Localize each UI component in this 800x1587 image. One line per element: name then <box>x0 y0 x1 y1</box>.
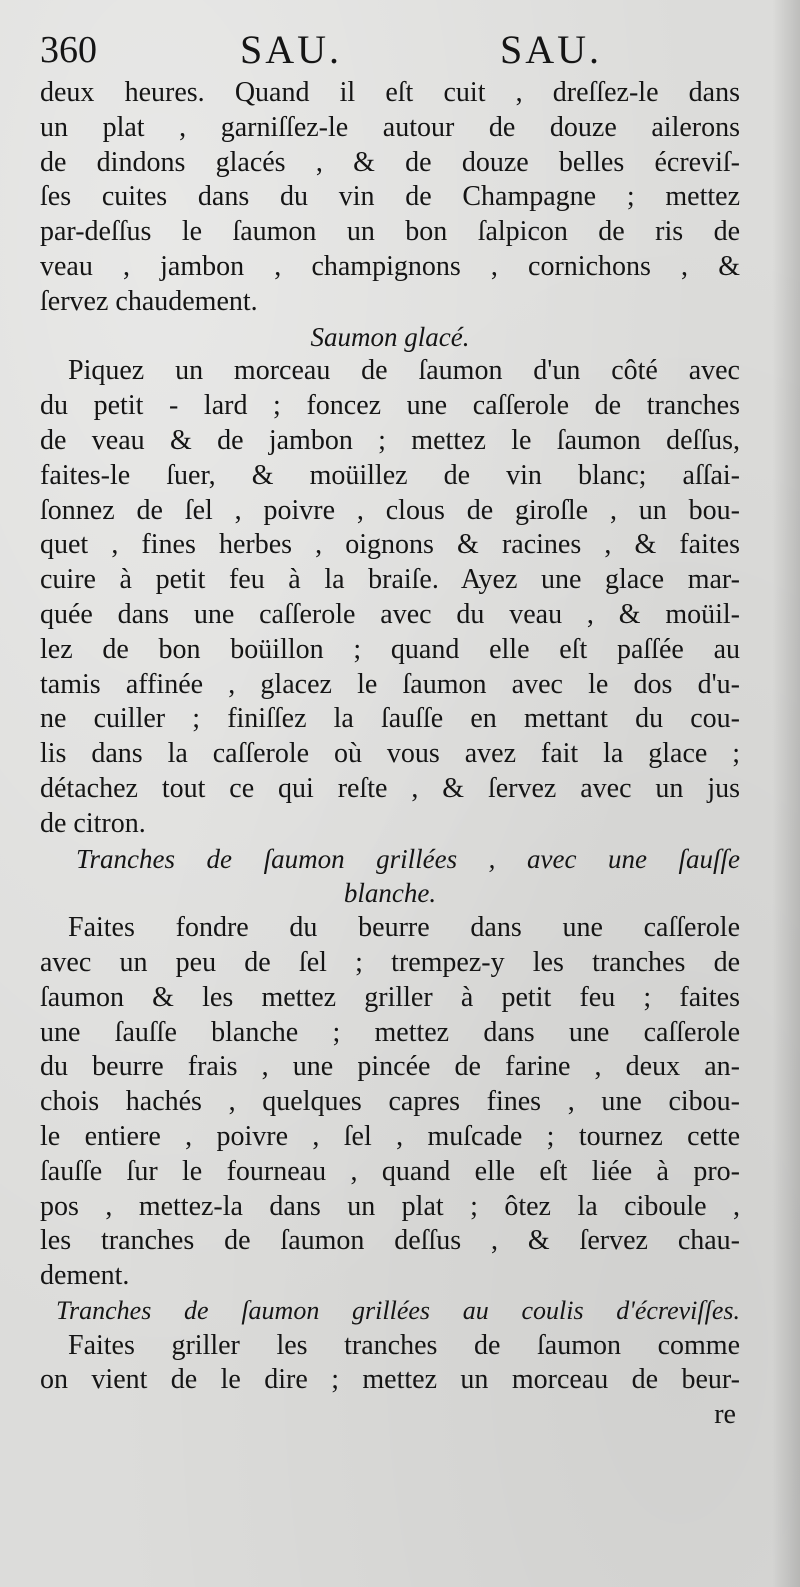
text-line: pos , mettez-la dans un plat ; ôtez la ciboule , <box>40 1190 740 1222</box>
text-line: Faites griller les tranches de ſaumon comme <box>68 1329 740 1361</box>
text-line: avec un peu de ſel ; trempez-y les tranches de <box>40 946 740 978</box>
text-line: chois hachés , quelques capres fines , une cibou- <box>40 1086 740 1118</box>
recipe-heading: Saumon glacé. <box>310 321 470 352</box>
text-line: de dindons glacés , & de douze belles écreviſ- <box>40 146 740 178</box>
text-line: ſes cuites dans du vin de Champagne ; mettez <box>40 181 740 213</box>
text-line: un plat , garniſſez-le autour de douze ailerons <box>40 111 740 143</box>
text-line: le entiere , poivre , ſel , muſcade ; tournez cette <box>40 1120 740 1152</box>
running-header <box>40 26 780 74</box>
text-line: ſervez chaudement. <box>40 285 258 317</box>
recipe-heading-continued: blanche. <box>343 878 437 909</box>
text-line: Piquez un morceau de ſaumon d'un côté avec <box>68 355 740 387</box>
recipe-heading: Tranches de ſaumon grillées au coulis d'écreviſſes. <box>56 1295 740 1325</box>
text-line: ſauſſe ſur le fourneau , quand elle eſt liée à pro- <box>40 1155 740 1187</box>
text-line: de veau & de jambon ; mettez le ſaumon deſſus, <box>40 424 740 456</box>
text-line: ſaumon & les mettez griller à petit feu ; faites <box>40 981 740 1013</box>
running-head-right: SAU. <box>500 27 603 72</box>
text-line: deux heures. Quand il eſt cuit , dreſſez-le dans <box>40 77 740 108</box>
catchword: re <box>714 1399 736 1431</box>
recipe-heading: Tranches de ſaumon grillées , avec une ſauſſe <box>76 843 740 874</box>
page-number: 360 <box>40 29 97 71</box>
text-line: du petit - lard ; foncez une caſſerole de tranches <box>40 390 740 422</box>
text-line: du beurre frais , une pincée de farine , deux an- <box>40 1051 740 1083</box>
text-line: les tranches de ſaumon deſſus , & ſervez chau- <box>40 1225 740 1257</box>
text-line: cuire à petit feu à la braiſe. Ayez une glace mar- <box>40 564 740 596</box>
text-line: quée dans une caſſerole avec du veau , & moüil- <box>40 598 740 630</box>
text-line: ſonnez de ſel , poivre , clous de giroſle , un bou- <box>40 494 740 526</box>
text-line: détachez tout ce qui reſte , & ſervez avec un jus <box>40 772 740 804</box>
text-line: faites-le ſuer, & moüillez de vin blanc; aſſai- <box>40 459 740 491</box>
running-head-left: SAU. <box>240 27 343 72</box>
page-text <box>40 76 740 1433</box>
text-line: Faites fondre du beurre dans une caſſerole <box>68 912 740 944</box>
text-line: ne cuiller ; finiſſez la ſauſſe en mettant du cou- <box>40 703 740 735</box>
text-line: veau , jambon , champignons , cornichons , & <box>40 250 740 282</box>
text-line: quet , fines herbes , oignons & racines , & faites <box>40 529 740 561</box>
text-line: dement. <box>40 1260 130 1292</box>
text-line: par-deſſus le ſaumon un bon ſalpicon de ris de <box>40 216 740 248</box>
text-line: lis dans la caſſerole où vous avez fait la glace ; <box>40 738 740 770</box>
text-line: une ſauſſe blanche ; mettez dans une caſſerole <box>40 1016 740 1048</box>
text-line: tamis affinée , glacez le ſaumon avec le dos d'u- <box>40 668 740 700</box>
text-line: lez de bon boüillon ; quand elle eſt paſſée au <box>40 633 740 665</box>
text-line: de citron. <box>40 807 146 839</box>
text-line: on vient de le dire ; mettez un morceau de beur- <box>40 1364 740 1396</box>
page-edge-shadow <box>772 0 800 1587</box>
